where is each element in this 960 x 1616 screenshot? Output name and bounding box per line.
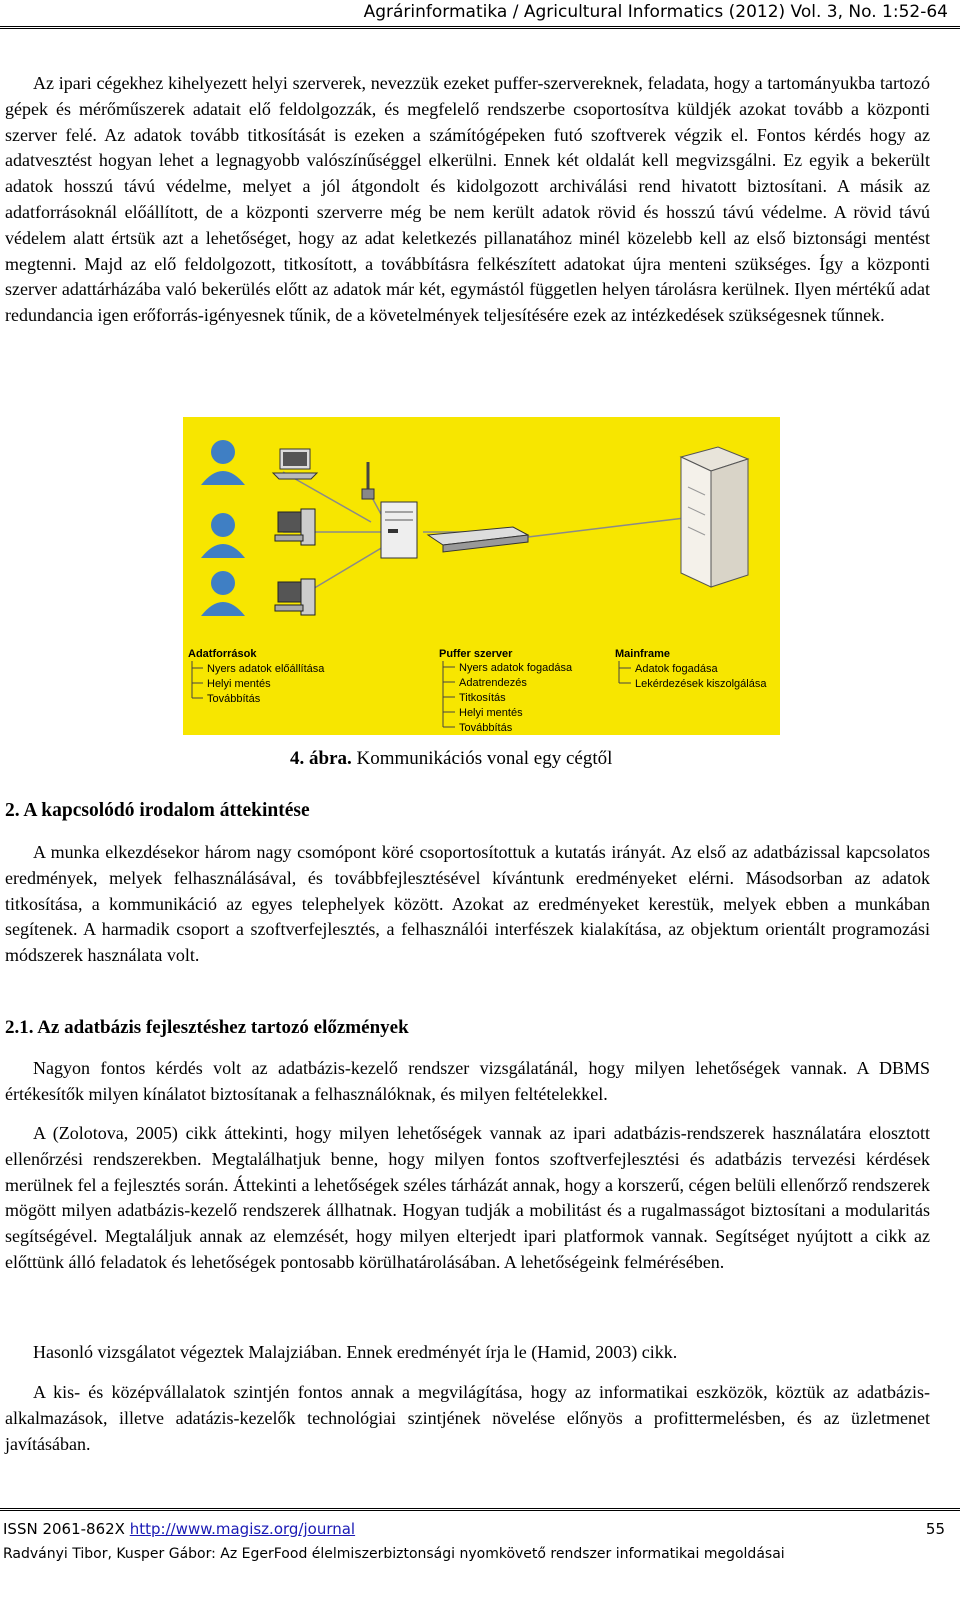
footer-divider — [0, 1508, 960, 1511]
section-heading-2: 2. A kapcsolódó irodalom áttekintése — [5, 800, 310, 821]
paragraph-puffer-servers: Az ipari cégekhez kihelyezett helyi szerverek, nevezzük ezeket puffer-szervereknek, feladata, hogy a tartományukba tartozó gépek és mérőműszerek adatait elő feldolgozzák, és megfelelő rendszerbe csoportosítva küldjék azokat tovább a központi szerver felé. Az adatok tovább titkosítását is ezeken a számítógépeken futó szoftverek végzik el. Fontos kérdés hogy az adatvesztést hogyan lehet a legnagyobb valószínűséggel elkerülni. Ennek két oldalát kell megvizsgálni. Ez egyik a bekerült adatok hosszú távú védelme, melyet a jól átgondolt és kidolgozott archiválási rend hivatott biztosítani. A másik az adatforrásoknál előállított, de a központi szerverre még be nem került adatok rövid és hosszú távú védelme. A rövid távú védelem alatt értsük azt a lehetőséget, hogy az adat keletkezés pillanatához minél közelebb kell az első biztonsági mentést megtenni. Majd az elő feldolgozott, titkosított, a továbbításra felkészített adatokat újra menteni szükséges. Így a központi szerver adattárházába való bekerülés előtt az adatok már két, egymástól független helyen tárolásra kerülnek. Ilyen mértékű adat redundancia igen erőforrás-igényesnek tűnik, de a követelmények teljesítésére ezek az intézkedések szükségesnek tűnnek. — [5, 73, 930, 326]
svg-text:Puffer szerver: Puffer szerver — [439, 648, 513, 660]
svg-text:Lekérdezések kiszolgálása: Lekérdezések kiszolgálása — [635, 678, 767, 690]
svg-text:Nyers adatok előállítása: Nyers adatok előállítása — [207, 663, 325, 675]
figure-communication-line — [183, 417, 780, 735]
paragraph-malaysia: Hasonló vizsgálatot végeztek Malajziában. Ennek eredményét írja le (Hamid, 2003) cikk. — [33, 1342, 678, 1362]
svg-text:Továbbítás: Továbbítás — [207, 693, 261, 705]
svg-text:Adatok fogadása: Adatok fogadása — [635, 663, 718, 675]
svg-text:Helyi mentés: Helyi mentés — [207, 678, 271, 690]
paragraph-zolotova: A (Zolotova, 2005) cikk áttekinti, hogy milyen lehetőségek vannak az ipari adatbázis-rendszerek használatára elosztott ellenőrzési rendszerekben. Megtalálhatjuk benne, hogy milyen fontos szoftverfejlesztési és adatbázis tervezési kérdések merülnek fel a fejlesztés során. Áttekinti a lehetőségek széles tárházát annak, hogy a korszerű, cégen belüli ellenőrző rendszerek mögött milyen adatbázis-kezelő rendszerek állhatnak. Hogyan tudják a mobilitást és a rugalmasságot biztosítani a modularitás segítségével. Megtaláljuk annak az elemzését, hogy milyen elterjedt ipari platformok vannak. Segítséget nyújtott a cikk az előttünk álló feladatok és lehetőségek pontosabb körülhatárolásában. A lehetőségeink felmérésében. — [5, 1123, 930, 1272]
page-number: 55 — [925, 1520, 945, 1538]
user-icon — [201, 571, 245, 616]
paragraph-dbms-question: Nagyon fontos kérdés volt az adatbázis-kezelő rendszer vizsgálatánál, hogy milyen lehetőségek vannak. A DBMS értékesítők milyen kínálatot biztosítanak a felhasználóknak, és milyen feltételekkel. — [5, 1058, 930, 1104]
footer-issn — [3, 1520, 355, 1538]
group-adatforrasok — [188, 648, 325, 705]
desktop-computer-icon — [275, 579, 315, 615]
svg-text:Adatforrások: Adatforrások — [188, 648, 257, 660]
svg-text:Adatrendezés: Adatrendezés — [459, 677, 527, 689]
network-diagram — [183, 417, 780, 735]
network-switch-icon — [428, 527, 528, 552]
wireless-antenna-icon — [362, 462, 374, 499]
figure-caption-text: Kommunikációs vonal egy cégtől — [351, 748, 613, 769]
paragraph-research-directions: A munka elkezdésekor három nagy csomópont köré csoportosítottuk a kutatás irányát. Az első az adatbázissal kapcsolatos eredmények, melyek felhasználásával, és továbbfejlesztésével kívántunk eredményeket elérni. Másodsorban az adatok titkosítása, a kommunikáció az egyes telephelyek között. Azokat az eredményeket kerestük, melyek ebben a munkában segítenek. A harmadik csoport a szoftverfejlesztés, a felhasználói interfészek kialakítása, az objektum orientált programozási módszerek használata volt. — [5, 842, 930, 966]
journal-link[interactable]: http://www.magisz.org/journal — [129, 1520, 356, 1538]
figure-caption-label: 4. ábra. — [290, 748, 352, 769]
puffer-server-icon — [381, 502, 417, 558]
svg-text:Mainframe: Mainframe — [615, 648, 671, 660]
footer-citation: Radványi Tibor, Kusper Gábor: Az EgerFood élelmiszerbiztonsági nyomkövető rendszer informatikai megoldásai — [3, 1546, 785, 1562]
running-header: Agrárinformatika / Agricultural Informatics (2012) Vol. 3, No. 1:52-64 — [363, 2, 948, 22]
svg-text:Helyi mentés: Helyi mentés — [459, 707, 523, 719]
group-puffer-szerver — [439, 648, 573, 734]
paragraph-sme: A kis- és középvállalatok szintjén fontos annak a megvilágítása, hogy az informatikai eszközök, köztük az adatbázis-alkalmazások, illetve adatázis-kezelők technológiai szintjének növelése előnyös a profittermelésben, és az üzletmenet javításában. — [5, 1382, 930, 1454]
user-icon — [201, 440, 245, 485]
svg-text:Nyers adatok fogadása: Nyers adatok fogadása — [459, 662, 573, 674]
desktop-computer-icon — [275, 509, 315, 545]
section-heading-2-1: 2.1. Az adatbázis fejlesztéshez tartozó előzmények — [5, 1017, 409, 1038]
svg-text:Továbbítás: Továbbítás — [459, 722, 513, 734]
group-mainframe — [615, 648, 767, 690]
svg-text:Titkosítás: Titkosítás — [459, 692, 506, 704]
mainframe-server-icon — [681, 447, 748, 587]
figure-caption — [290, 748, 612, 770]
header-divider — [0, 26, 960, 29]
user-icon — [201, 513, 245, 558]
laptop-icon — [273, 449, 317, 479]
issn-text: ISSN 2061-862X — [3, 1520, 130, 1538]
